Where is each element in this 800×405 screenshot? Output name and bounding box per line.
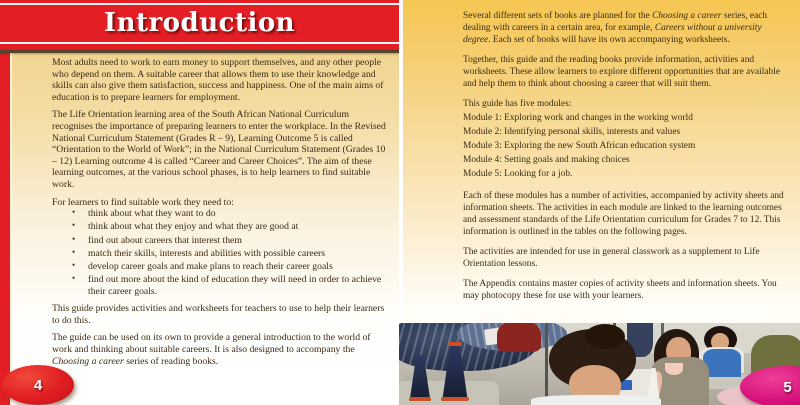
list-item-text: develop career goals and make plans to reach their career goals [88, 260, 333, 272]
paragraph: This guide provides activities and worksheets for teachers to use to help their learners to do this. [52, 303, 385, 326]
list-item [52, 248, 392, 260]
paragraph-text: . Each set of books will have its own accompanying worksheets. [488, 35, 730, 45]
photo-thread-cone-tip [448, 342, 462, 346]
chapter-header-band [0, 0, 399, 50]
photo-machine-pole [545, 323, 548, 405]
left-page-content [52, 57, 392, 373]
bullet-icon: • [72, 233, 76, 244]
list-item-text: think about what they enjoy and what they are good at [88, 221, 299, 233]
factory-photo [399, 323, 800, 405]
photo-thread-cone-base [441, 397, 469, 401]
list-item-text: match their skills, interests and abilities with possible careers [88, 247, 326, 259]
module-line: Module 1: Exploring work and changes in the working world [463, 113, 693, 123]
book-title-italic: Careers without a university degree [463, 23, 762, 45]
page-number: 4 [33, 376, 43, 394]
paragraph: Together, this guide and the reading books provide information, activities and worksheets. These allow learners to explore different opportunities that are available and help them to think about choosing a career that will suit them. [463, 55, 780, 89]
photo-seamstress-center-shirt [531, 395, 661, 405]
paragraph: The Life Orientation learning area of the South African National Curriculum recognises the importance of preparing learners to enter the workplace. In the Revised National Curriculum Statement (Grades R – 9), Learning Outcome 5 is called “Orientation to the World of Work”; in the National Curriculum Statement (Grades 10 – 12) Learning outcome 4 is called “Career and Career Choices”. The aim of these learning outcomes, at the various school phases, is to help learners to find suitable work. [52, 109, 386, 190]
module-line: Module 2: Identifying personal skills, interests and values [463, 127, 681, 137]
list-intro: For learners to find suitable work they need to: [52, 196, 234, 208]
left-edge-strip-divider [10, 50, 12, 405]
bullet-icon: • [72, 259, 76, 270]
paragraph: Most adults need to work to earn money to support themselves, and any other people who depend on them. A suitable career that allows them to use their knowledge and skills can also give them satisfaction, success and happiness. One of the main aims of education is to prepare learners for employment. [52, 57, 384, 103]
header-shadow [0, 50, 399, 53]
page-number-badge-left [2, 365, 74, 405]
modules-intro: This guide has five modules: [463, 99, 572, 109]
photo-seamstress-center-bun [585, 324, 625, 349]
page-title: Introduction [103, 8, 296, 38]
bullet-icon: • [72, 220, 76, 231]
page-left [0, 0, 399, 405]
header-rule-bottom [0, 42, 399, 44]
list-item [52, 261, 392, 273]
bullet-icon: • [72, 273, 76, 284]
module-line: Module 4: Setting goals and making choices [463, 155, 630, 165]
photo-thread-cone-base [409, 397, 431, 401]
page-number: 5 [783, 378, 792, 396]
paragraph-text: The guide can be used on its own to provide a general introduction to the world of work and thinking about suitable careers. It is also designed to accompany the [52, 332, 371, 356]
list-item [52, 221, 392, 233]
bullet-icon: • [72, 207, 76, 218]
module-line: Module 3: Exploring the new South African education system [463, 141, 696, 151]
paragraph: The activities are intended for use in general classwork as a supplement to Life Orientation lessons. [463, 247, 760, 269]
module-line: Module 5: Looking for a job. [463, 169, 573, 179]
bullet-icon: • [72, 246, 76, 257]
paragraph [463, 10, 790, 46]
photo-seamstress-right-collar [665, 363, 683, 375]
paragraph: Each of these modules has a number of activities, accompanied by activity sheets and information sheets. The activities in each module are linked to the learning outcomes and assessment standards of the Life Orientation curriculum for Grades 7 to 12. This information is outlined in the tables on the following pages. [463, 191, 784, 237]
photo-worker-red-shirt [497, 323, 541, 352]
right-page-content [463, 10, 790, 310]
paragraph [52, 332, 392, 367]
series-title-italic: Choosing a career [652, 11, 722, 21]
list-item-text: find out more about the kind of education they will need in order to achieve their career goals. [88, 274, 382, 297]
list-item [52, 235, 392, 247]
paragraph-text: series, each dealing with careers in a certain area, for example, [463, 11, 768, 33]
header-rule-top [0, 3, 399, 5]
page-right [403, 0, 800, 405]
list-item [52, 274, 392, 297]
paragraph: The Appendix contains master copies of activity sheets and information sheets. You may photocopy these for use with your learners. [463, 279, 777, 301]
list-item-text: think about what they want to do [88, 208, 216, 220]
list-item [52, 208, 392, 220]
list-item-text: find out about careers that interest them [88, 234, 242, 246]
series-title-italic: Choosing a career [52, 355, 124, 367]
paragraph-text: series of reading books. [123, 355, 219, 367]
paragraph-text: Several different sets of books are planned for the [463, 11, 653, 21]
left-edge-strip [0, 0, 10, 405]
career-steps-list [52, 208, 392, 297]
